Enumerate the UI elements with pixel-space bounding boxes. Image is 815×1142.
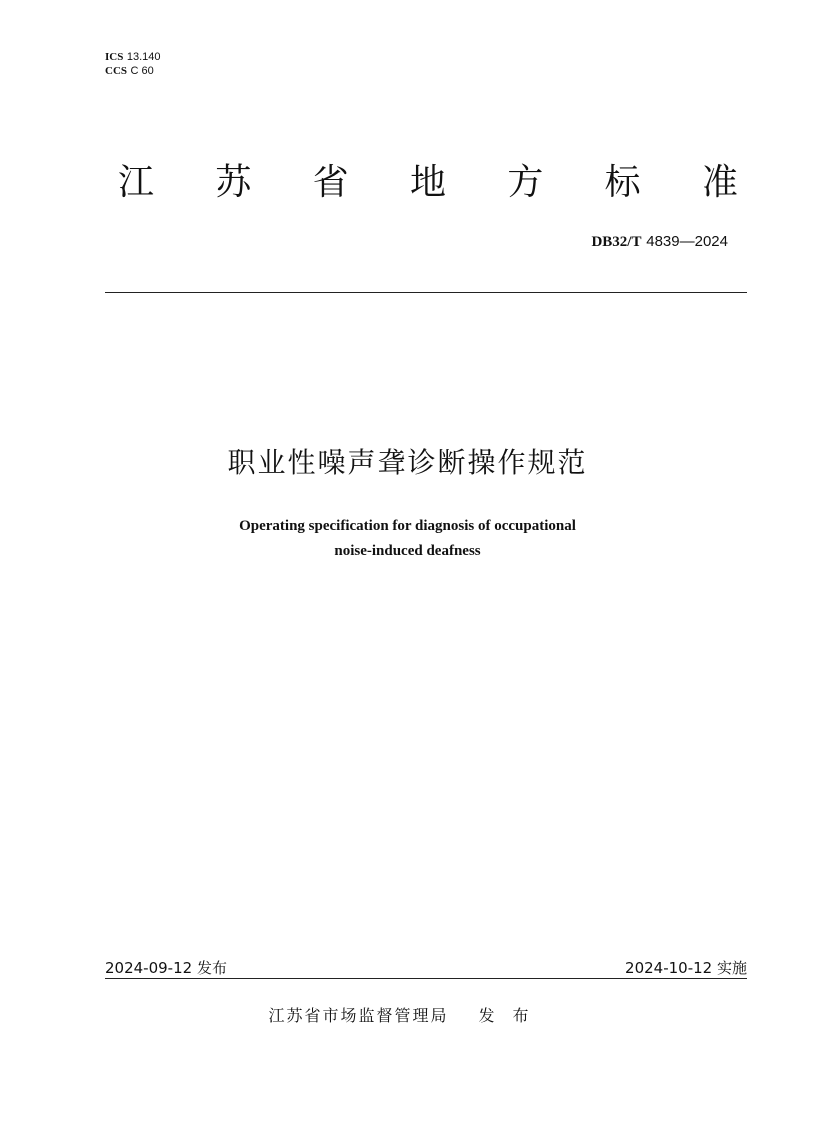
document-title-english (0, 514, 815, 564)
heading-char: 方 (507, 162, 544, 203)
issuer-action: 发布 (478, 1006, 547, 1025)
classification-codes (105, 50, 161, 78)
header-divider (105, 292, 747, 293)
ccs-code (105, 64, 161, 78)
english-title-line-1: Operating specification for diagnosis of occupational (239, 518, 576, 534)
ccs-label: CCS (105, 65, 128, 77)
standard-type-heading (118, 163, 738, 203)
implementation-date: 2024-10-12 实施 (625, 959, 747, 977)
footer-divider (105, 978, 747, 979)
ccs-value: C 60 (130, 65, 154, 77)
english-title-line-2: noise-induced deafness (334, 543, 481, 559)
heading-char: 省 (312, 162, 349, 203)
issuer-line (0, 1003, 815, 1026)
heading-char: 准 (701, 162, 738, 203)
ics-value: 13.140 (126, 51, 161, 63)
release-date: 2024-09-12 发布 (105, 959, 227, 977)
heading-char: 苏 (215, 162, 252, 203)
ics-label: ICS (105, 51, 124, 63)
document-title: 职业性噪声聋诊断操作规范 (227, 446, 588, 479)
standard-number-prefix: DB32/T (591, 234, 642, 250)
heading-char: 江 (118, 162, 155, 203)
issuer-organization: 江苏省市场监督管理局 (268, 1006, 449, 1025)
ics-code (105, 50, 161, 64)
heading-char: 地 (409, 162, 446, 203)
standard-number (591, 232, 728, 251)
standard-number-value: 4839—2024 (646, 233, 728, 250)
heading-char: 标 (604, 162, 641, 203)
